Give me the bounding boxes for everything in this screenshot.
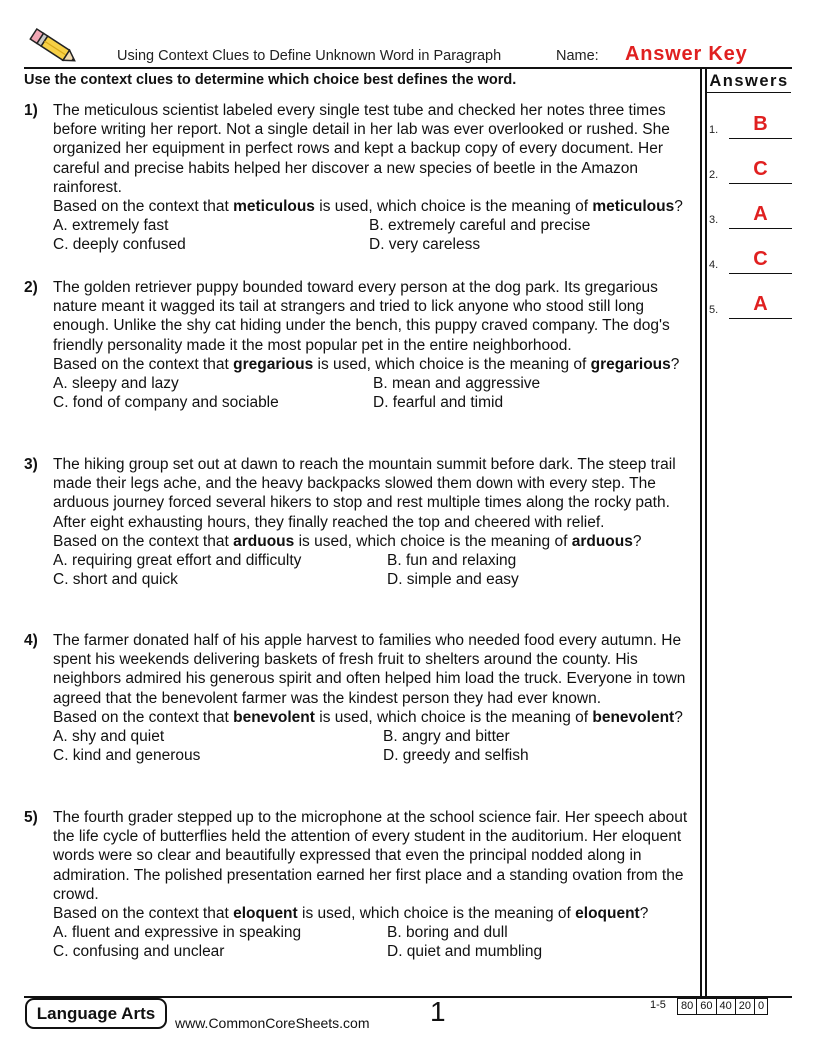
answer-number: 3. — [709, 214, 719, 226]
answer-options — [53, 727, 698, 765]
question-number: 1) — [24, 102, 38, 119]
page-number: 1 — [430, 996, 446, 1027]
answer-value: A — [753, 293, 768, 315]
question-passage: The hiking group set out at dawn to reach the mountain summit before dark. The steep trail made their legs ache, and the heavy backpacks slowed them down with every step. The arduous journey forced several hikers to stop and rest multiple times along the rocky path. After eight exhausting hours, they finally reached the top and cheered with relief. — [53, 456, 676, 531]
option-c: C. confusing and unclear — [53, 943, 225, 961]
question-number: 5) — [24, 809, 38, 826]
question-prompt: Based on the context that eloquent is used, which choice is the meaning of eloquent? — [53, 905, 649, 923]
question-body — [53, 808, 698, 962]
answer-options — [53, 374, 698, 412]
website-link[interactable]: www.CommonCoreSheets.com — [175, 1015, 370, 1031]
header-divider — [24, 67, 792, 69]
option-d: D. quiet and mumbling — [387, 943, 543, 961]
score-cell: 20 — [736, 999, 755, 1014]
target-word: meticulous — [233, 198, 315, 216]
answers-divider-right — [705, 69, 707, 996]
name-label: Name: — [556, 48, 599, 64]
question-prompt: Based on the context that benevolent is used, which choice is the meaning of benevolent? — [53, 708, 683, 726]
target-word: benevolent — [592, 708, 675, 726]
subject-badge: Language Arts — [25, 998, 167, 1029]
answer-row — [709, 291, 794, 319]
option-b: B. fun and relaxing — [387, 552, 517, 570]
worksheet-title: Using Context Clues to Define Unknown Word in Paragraph — [117, 48, 502, 64]
question-number: 3) — [24, 456, 38, 473]
answer-row — [709, 156, 794, 184]
question-number: 4) — [24, 632, 38, 649]
question-prompt: Based on the context that gregarious is used, which choice is the meaning of gregarious? — [53, 355, 680, 373]
answer-value: C — [753, 248, 768, 270]
answer-line — [729, 183, 792, 184]
score-cell: 40 — [717, 999, 736, 1014]
score-cell: 60 — [697, 999, 716, 1014]
option-b: B. extremely careful and precise — [369, 217, 591, 235]
answer-line — [729, 228, 792, 229]
score-range: 1-5 — [650, 999, 666, 1011]
answer-value: B — [753, 113, 768, 135]
question-passage: The meticulous scientist labeled every single test tube and checked her notes three times before writing her report. Not a single detail in her lab was ever overlooked or rushed. She organized her equipment in perfect rows and kept a backup copy of every document. Her careful and precise habits helped her discover a new species of beetle in the Amazon rainforest. — [53, 102, 670, 196]
option-c: C. short and quick — [53, 571, 178, 589]
answer-value: C — [753, 158, 768, 180]
question-body — [53, 101, 698, 255]
answer-key-label: Answer Key — [625, 43, 748, 65]
option-d: D. very careless — [369, 236, 481, 254]
answer-number: 2. — [709, 169, 719, 181]
answer-line — [729, 273, 792, 274]
option-c: C. deeply confused — [53, 236, 186, 254]
option-b: B. boring and dull — [387, 924, 508, 942]
answers-divider-left — [700, 69, 702, 996]
target-word: arduous — [571, 532, 633, 550]
option-d: D. simple and easy — [387, 571, 519, 589]
score-cell: 0 — [758, 1000, 765, 1012]
question-prompt: Based on the context that meticulous is used, which choice is the meaning of meticulous? — [53, 198, 683, 216]
question-prompt: Based on the context that arduous is used, which choice is the meaning of arduous? — [53, 532, 642, 550]
answer-number: 5. — [709, 304, 719, 316]
option-c: C. fond of company and sociable — [53, 394, 279, 412]
answer-row — [709, 246, 794, 274]
option-a: A. sleepy and lazy — [53, 375, 179, 393]
score-table — [677, 998, 768, 1015]
option-a: A. requiring great effort and difficulty — [53, 552, 302, 570]
answers-title: Answers — [709, 72, 789, 90]
pencil-icon — [22, 24, 82, 68]
target-word: eloquent — [233, 905, 298, 923]
target-word: eloquent — [575, 905, 640, 923]
question-passage: The golden retriever puppy bounded toward every person at the dog park. Its gregarious nature meant it wagged its tail at strangers and tried to lick anyone who stood still long enough. Unlike the shy cat hiding under the bench, this puppy craved company. The dog's friendly personality made it the most popular pet in the entire neighborhood. — [53, 279, 670, 354]
answer-row — [709, 201, 794, 229]
answer-value: A — [753, 203, 768, 225]
question-body — [53, 278, 698, 412]
question-passage: The farmer donated half of his apple harvest to families who needed food every autumn. He spent his weekends delivering baskets of fresh fruit to shelters around the county. His neighbors admired his generous spirit and often helped him load the truck. Everyone in town agreed that the benevolent farmer was the kindest person they had ever known. — [53, 632, 686, 707]
option-a: A. shy and quiet — [53, 728, 165, 746]
target-word: gregarious — [233, 355, 314, 373]
answer-options — [53, 923, 698, 961]
instructions: Use the context clues to determine which choice best defines the word. — [24, 72, 517, 88]
target-word: gregarious — [590, 355, 671, 373]
question-number: 2) — [24, 279, 38, 296]
option-a: A. fluent and expressive in speaking — [53, 924, 302, 942]
target-word: meticulous — [592, 198, 675, 216]
answer-options — [53, 551, 698, 589]
question-body — [53, 631, 698, 765]
option-b: B. mean and aggressive — [373, 375, 541, 393]
answer-line — [729, 318, 792, 319]
target-word: arduous — [233, 532, 295, 550]
answer-line — [729, 138, 792, 139]
answers-title-underline — [707, 92, 791, 93]
target-word: benevolent — [233, 708, 315, 726]
answer-number: 4. — [709, 259, 719, 271]
option-a: A. extremely fast — [53, 217, 169, 235]
answer-row — [709, 111, 794, 139]
option-d: D. greedy and selfish — [383, 747, 529, 765]
option-c: C. kind and generous — [53, 747, 201, 765]
option-d: D. fearful and timid — [373, 394, 504, 412]
score-cell: 80 — [678, 999, 697, 1014]
question-passage: The fourth grader stepped up to the microphone at the school science fair. Her speech about the life cycle of butterflies held the attention of every student in the auditorium. Her eloquent words were so clear and beautifully expressed that even the principal nodded along in admiration. The polished presentation earned her first place and a standing ovation from the crowd. — [53, 809, 688, 903]
answer-number: 1. — [709, 124, 719, 136]
answer-options — [53, 216, 698, 254]
option-b: B. angry and bitter — [383, 728, 510, 746]
question-body — [53, 455, 698, 589]
